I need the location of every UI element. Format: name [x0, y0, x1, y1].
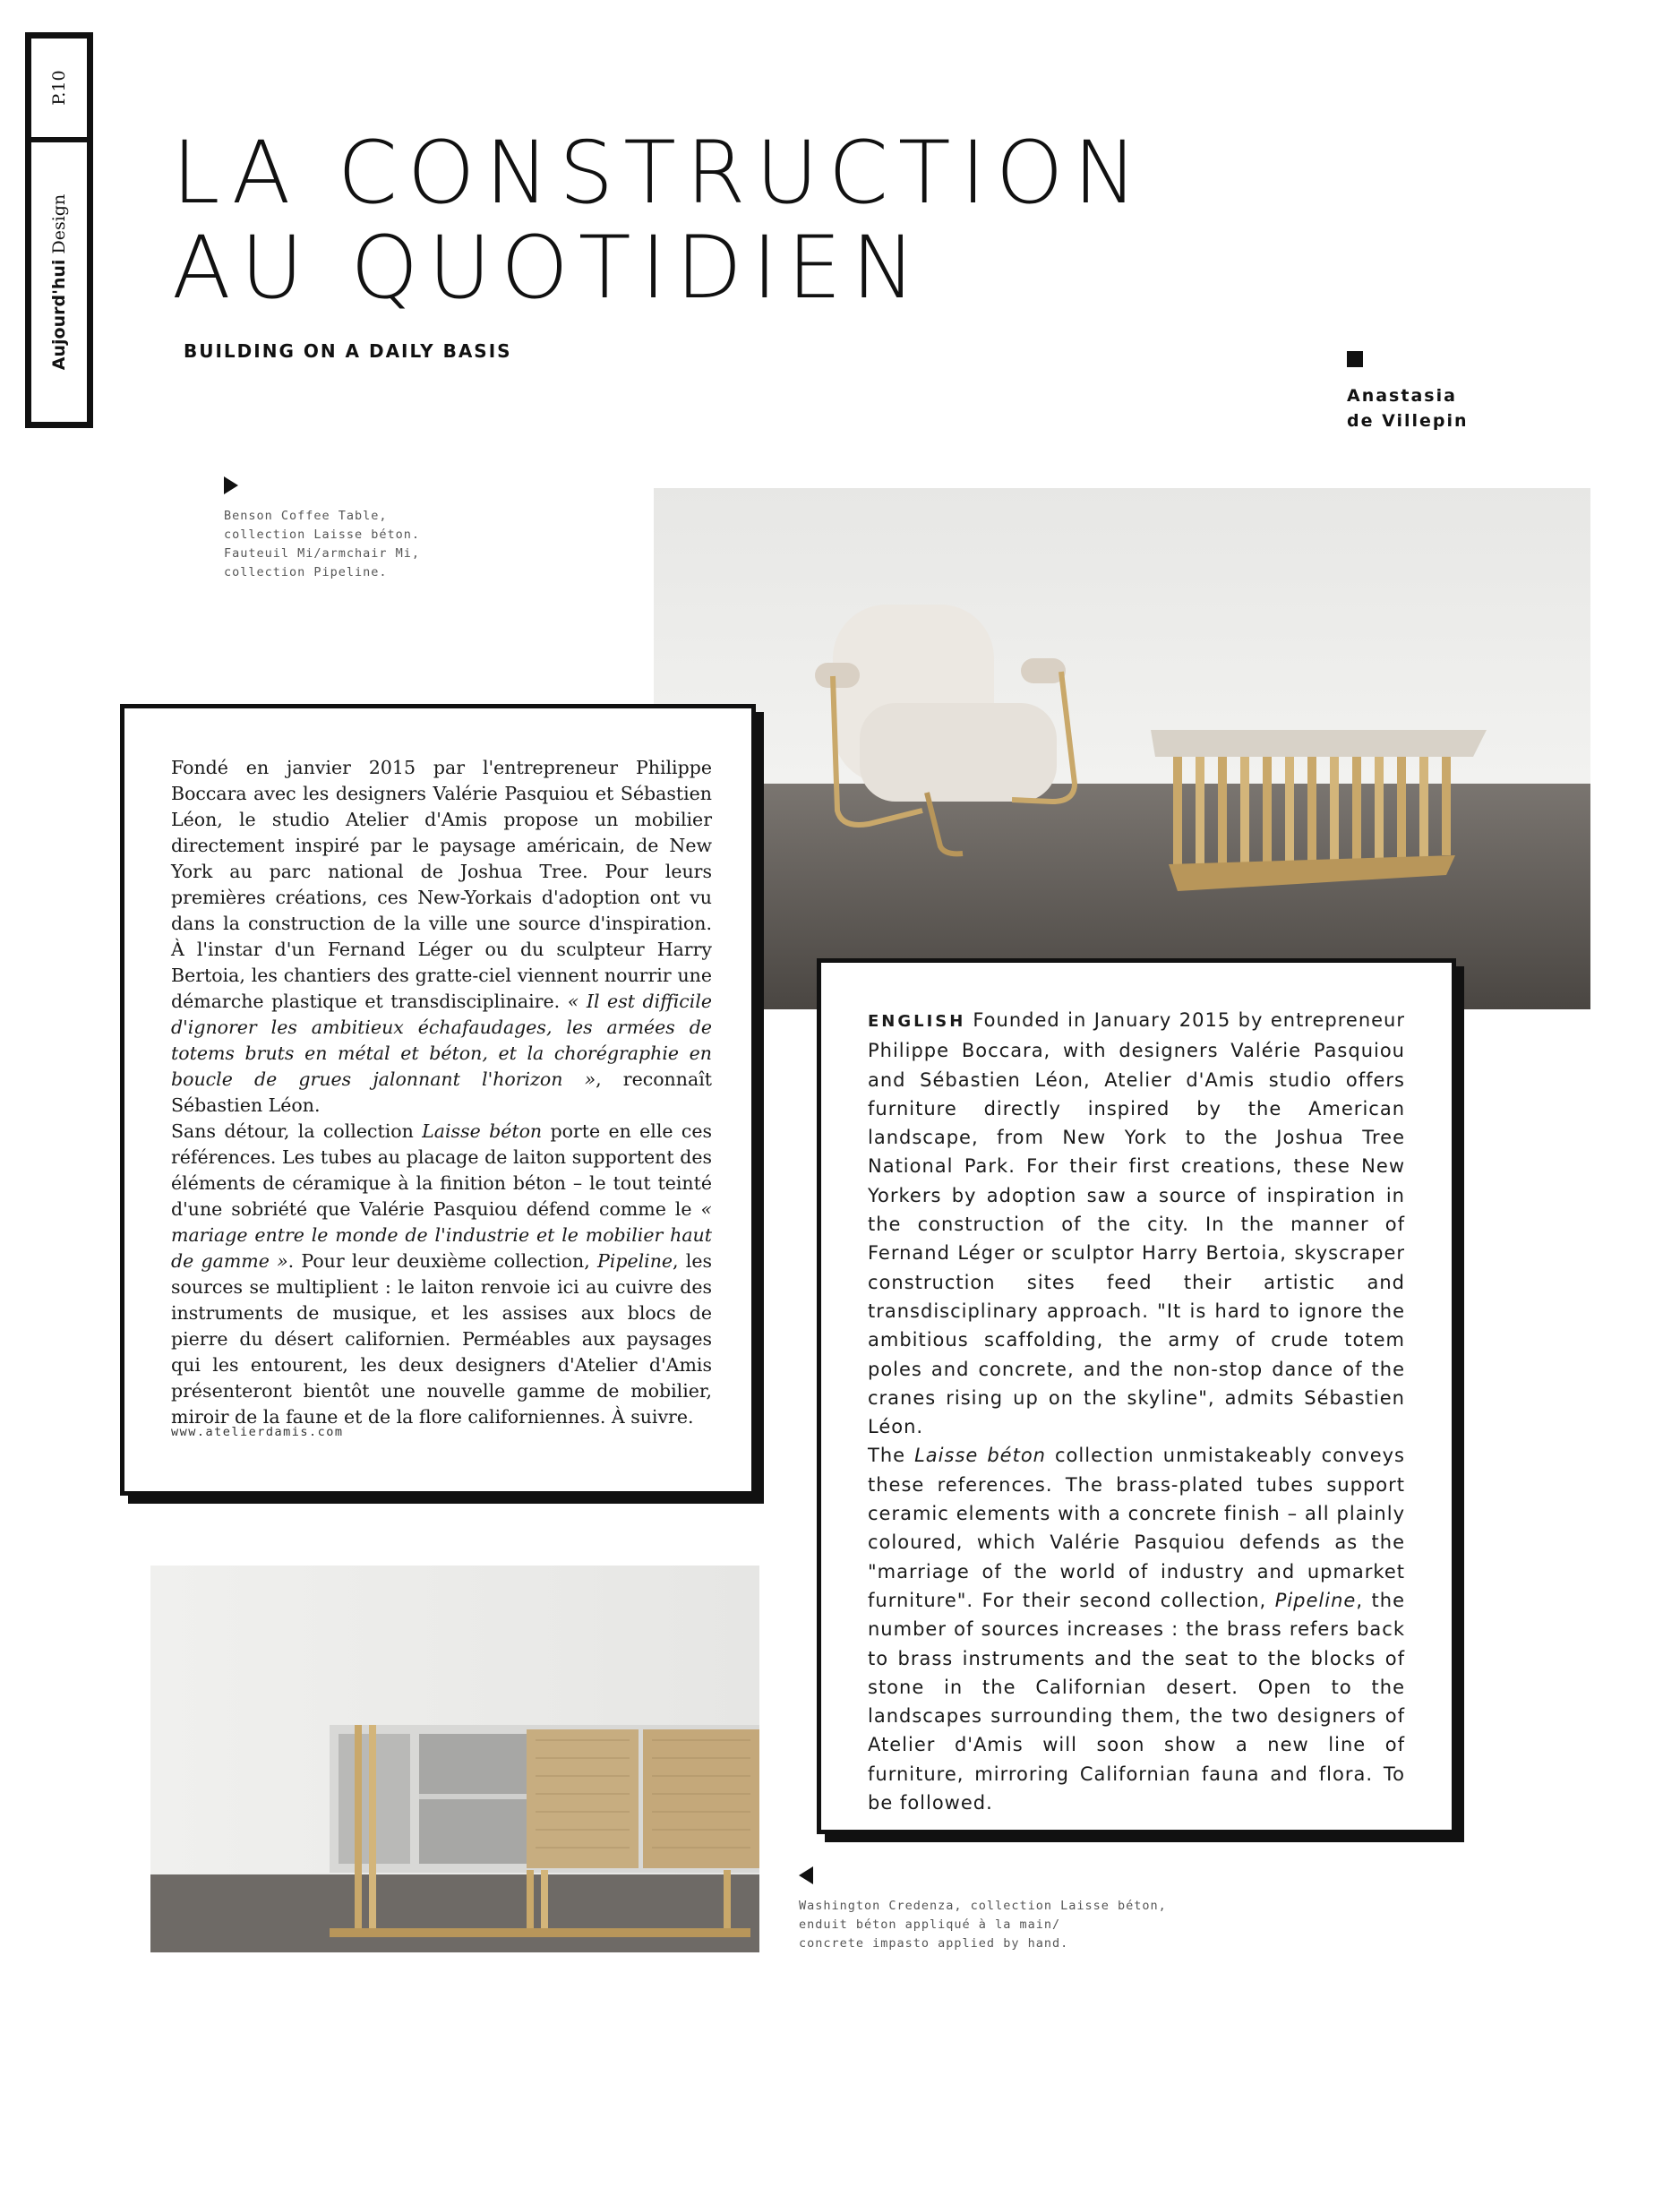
french-paragraph-1: [171, 755, 712, 1119]
section-label-box: [31, 142, 87, 422]
author-first-name: Anastasia: [1347, 386, 1457, 406]
caption-line: enduit béton appliqué à la main/: [799, 1917, 1061, 1932]
english-text-box: [817, 958, 1456, 1834]
quote: « Il est difficile d'ignorer les ambitieux échafaudages, les armées de totems bruts en métal et béton, et la chorégraphie en boucle de grues jalonnant l'horizon »: [171, 991, 713, 1090]
collection-name: Laisse béton: [914, 1445, 1046, 1467]
photo-caption-bottom: [799, 1897, 1167, 1953]
english-paragraph-2: [868, 1441, 1405, 1817]
french-text-box: [120, 704, 756, 1496]
caption-line: concrete impasto applied by hand.: [799, 1936, 1069, 1951]
section-label-light: Design: [49, 193, 69, 254]
photo-armchair-coffee-table: [654, 488, 1590, 1009]
text-run: Sans détour, la collection: [171, 1120, 423, 1142]
caption-arrow-right-icon: [224, 476, 238, 494]
english-body: [868, 1006, 1405, 1817]
author-marker: [1347, 351, 1363, 367]
french-paragraph-2: [171, 1119, 712, 1430]
collection-name: Laisse béton: [422, 1120, 543, 1142]
french-body: [171, 755, 712, 1430]
page-number: P.10: [49, 70, 69, 106]
collection-name: Pipeline: [1274, 1589, 1357, 1611]
title-line-1: LA CONSTRUCTION: [172, 123, 1148, 223]
text-run: collection unmistakeably conveys these references. The brass-plated tubes support ceramic elements with a concrete finish – all plainly coloured, which Valérie Pasquiou defends as the "marriage of the world of industry and upmarket furniture". For their second collection,: [868, 1445, 1406, 1611]
quote: « mariage entre le monde de l'industrie et le mobilier haut de gamme »: [171, 1198, 712, 1272]
page-title: [172, 123, 1148, 318]
text-run: Founded in January 2015 by entrepreneur Philippe Boccara, with designers Valérie Pasquiou and Sébastien Léon, Atelier d'Amis studio offers furniture directly inspired by the American landscape, from New York to the Joshua Tree National Park. For their first creations, these New Yorkers by adoption saw a source of inspiration in the construction of the city. In the manner of Fernand Léger or sculptor Harry Bertoia, skyscraper construction sites feed their artistic and transdisciplinary approach. "It is hard to ignore the ambitious scaffolding, the army of crude totem poles and concrete, and the non-stop dance of the cranes rising up on the skyline", admits Sébastien Léon.: [868, 1009, 1405, 1438]
subtitle: BUILDING ON A DAILY BASIS: [184, 340, 512, 362]
text-run: , reconnaît Sébastien Léon.: [171, 1068, 712, 1116]
website-url: www.atelierdamis.com: [171, 1425, 344, 1439]
text-run: Fondé en janvier 2015 par l'entrepreneur Philippe Boccara avec les designers Valérie Pasquiou et Sébastien Léon, le studio Atelier d'Amis propose un mobilier directement inspiré par le paysage américain, de New York au parc national de Joshua Tree. Pour leurs premières créations, ces New-Yorkais d'adoption ont vu dans la construction de la ville une source d'inspiration. À l'instar d'un Fernand Léger ou du sculpteur Harry Bertoia, les chantiers des gratte-ciel viennent nourrir une démarche plastique et transdisciplinaire.: [171, 757, 712, 1012]
photo-caption-top: [224, 507, 420, 582]
text-run: The: [868, 1445, 915, 1467]
photo-credenza: [150, 1566, 759, 1952]
section-label-bold: Aujourd'hui: [49, 259, 69, 371]
section-sidebar: [25, 32, 93, 428]
caption-line: collection Laisse béton.: [224, 528, 421, 542]
language-label: ENGLISH: [868, 1012, 966, 1031]
section-label: [49, 194, 69, 370]
english-paragraph-1: [868, 1006, 1405, 1441]
text-run: . Pour leur deuxième collection,: [287, 1250, 597, 1272]
author-last-name: de Villepin: [1347, 411, 1469, 431]
caption-line: Benson Coffee Table,: [224, 509, 388, 523]
text-run: porte en elle ces références. Les tubes au placage de laiton supportent des éléments de céramique à la finition béton – le tout teinté d'une sobriété que Valérie Pasquiou défend comme le: [171, 1120, 712, 1220]
caption-arrow-left-icon: [799, 1866, 813, 1884]
author-byline: [1347, 383, 1469, 433]
caption-line: Washington Credenza, collection Laisse béton,: [799, 1899, 1167, 1913]
caption-line: collection Pipeline.: [224, 565, 388, 579]
text-run: , les sources se multiplient : le laiton renvoie ici au cuivre des instruments de musique, et les assises aux blocs de pierre du désert californien. Perméables aux paysages qui les entourent, les deux designers d'Atelier d'Amis présenteront bientôt une nouvelle gamme de mobilier, miroir de la faune et de la flore californiennes. À suivre.: [171, 1250, 713, 1428]
page-number-box: [31, 39, 87, 142]
text-run: , the number of sources increases : the brass refers back to brass instruments and the seat to the blocks of stone in the Californian desert. Open to the landscapes surrounding them, the two designers of Atelier d'Amis will soon show a new line of furniture, mirroring Californian fauna and flora. To be followed.: [868, 1589, 1405, 1814]
caption-line: Fauteuil Mi/armchair Mi,: [224, 546, 421, 561]
title-line-2: AU QUOTIDIEN: [172, 218, 926, 318]
collection-name: Pipeline: [596, 1250, 673, 1272]
